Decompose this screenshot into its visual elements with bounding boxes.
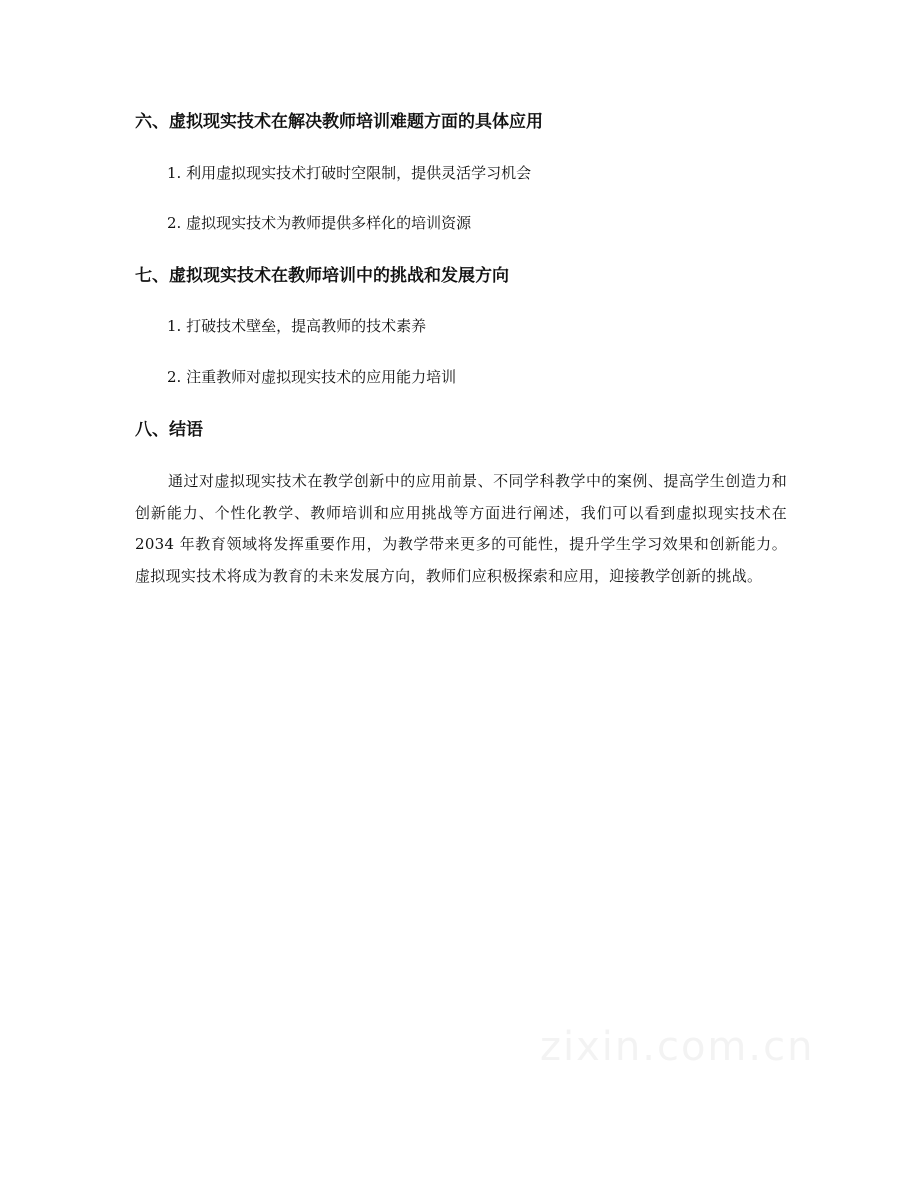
- section-heading-7: 七、虚拟现实技术在教师培训中的挑战和发展方向: [135, 266, 509, 286]
- list-item: 2. 虚拟现实技术为教师提供多样化的培训资源: [167, 214, 472, 232]
- list-item: 1. 打破技术壁垒，提高教师的技术素养: [167, 317, 427, 335]
- watermark: zixin.com.cn: [540, 1024, 815, 1070]
- list-item: 1. 利用虚拟现实技术打破时空限制，提供灵活学习机会: [167, 164, 532, 182]
- list-item: 2. 注重教师对虚拟现实技术的应用能力培训: [167, 368, 457, 386]
- section-heading-6: 六、虚拟现实技术在解决教师培训难题方面的具体应用: [135, 112, 543, 132]
- section-heading-8: 八、结语: [135, 420, 203, 440]
- conclusion-paragraph: 通过对虚拟现实技术在教学创新中的应用前景、不同学科教学中的案例、提高学生创造力和创新能力、个性化教学、教师培训和应用挑战等方面进行阐述，我们可以看到虚拟现实技术在 2034 年教育领域将发挥重要作用，为教学带来更多的可能性，提升学生学习效果和创新能力。虚拟现实技术将成为教育的未来发展方向，教师们应积极探索和应用，迎接教学创新的挑战。: [135, 472, 787, 585]
